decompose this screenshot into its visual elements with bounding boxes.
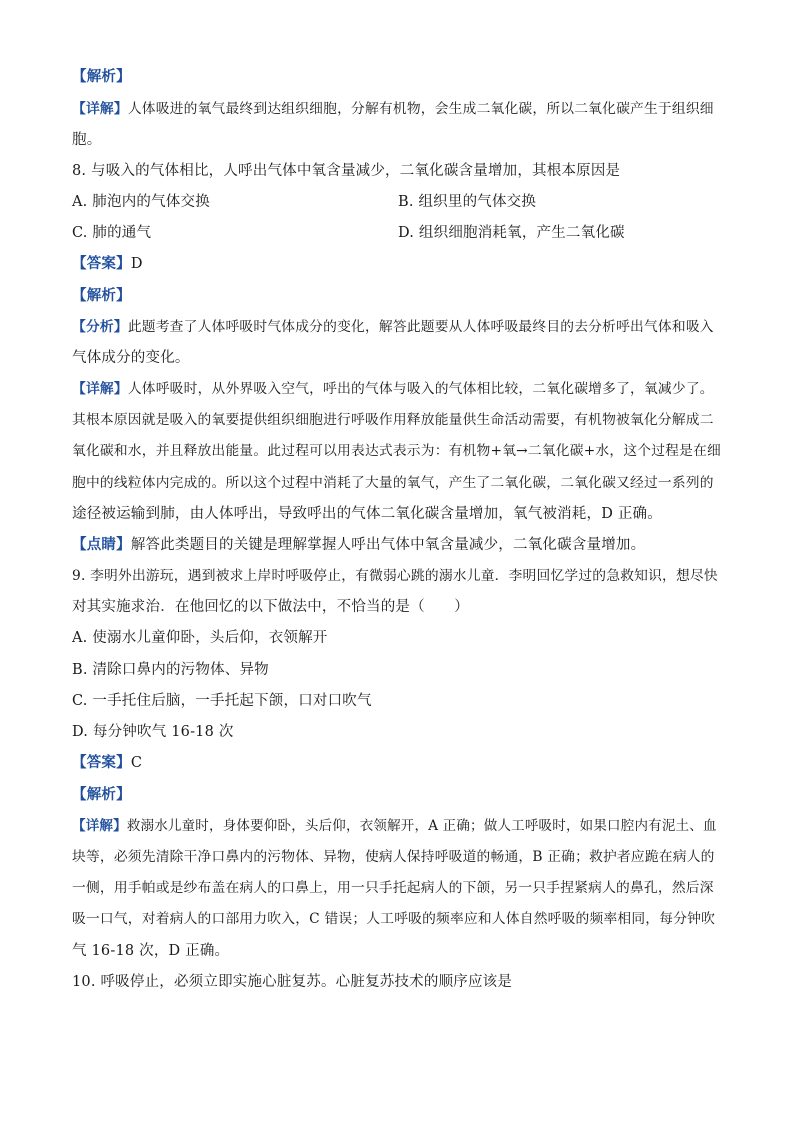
question-8-detail-cont: 胞中的线粒体内完成的。所以这个过程中消耗了大量的氧气，产生了二氧化碳，二氧化碳又经过一系列的 [72,475,714,491]
question-8-option-c: C. 肺的通气 [72,225,152,241]
question-9-option-a: A. 使溺水儿童仰卧，头后仰，衣领解开 [72,630,328,646]
question-8-analysis-label: 【解析】 [72,287,131,304]
question-9: 9. 李明外出游玩，遇到被求上岸时呼吸停止，有微弱心跳的溺水儿童．李明回忆学过的急救知识，想尽快 [72,568,718,584]
question-9-option-d: D. 每分钟吹气 16-18 次 [72,724,234,740]
question-9-detail-cont: 吸一口气，对着病人的口部用力吹入，C 错误；人工呼吸的频率应和人体自然呼吸的频率相同，每分钟吹 [72,911,716,927]
question-9-answer: 【答案】C [72,754,143,771]
question-8: 8. 与吸入的气体相比，人呼出气体中氧含量减少，二氧化碳含量增加，其根本原因是 [72,163,621,179]
question-9-detail-cont: 一侧，用手帕或是纱布盖在病人的口鼻上，用一只手托起病人的下颌，另一只手捏紧病人的鼻孔，然后深 [72,880,714,896]
question-8-option-a: A. 肺泡内的气体交换 [72,194,210,210]
question-8-option-b: B. 组织里的气体交换 [398,194,537,210]
question-8-option-d: D. 组织细胞消耗氧，产生二氧化碳 [398,225,625,241]
question-8-key-point: 【点睛】解答此类题目的关键是理解掌握人呼出气体中氧含量减少，二氧化碳含量增加。 [72,536,646,553]
section-label-analysis: 【解析】 [72,68,131,85]
question-8-detail-cont: 氧化碳和水，并且释放出能量。此过程可以用表达式表示为：有机物+氧→二氧化碳+水，这个过程是在细 [72,443,721,459]
question-8-analysis: 【分析】此题考查了人体呼吸时气体成分的变化，解答此题要从人体呼吸最终目的去分析呼出气体和吸入 [72,319,714,335]
question-8-detail: 【详解】人体呼吸时，从外界吸入空气，呼出的气体与吸入的气体相比较，二氧化碳增多了，氧减少了。 [72,381,714,397]
question-8-analysis-cont: 气体成分的变化。 [72,350,190,366]
question-9-detail-cont: 块等，必须先清除干净口鼻内的污物体、异物，使病人保持呼吸道的畅通，B 正确；救护者应跪在病人的 [72,849,715,865]
question-9-detail: 【详解】救溺水儿童时，身体要仰卧，头后仰，衣领解开，A 正确；做人工呼吸时，如果口腔内有泥土、血 [72,818,717,834]
question-8-detail-cont: 其根本原因就是吸入的氧要提供组织细胞进行呼吸作用释放能量供生命活动需要，有机物被氧化分解成二 [72,412,714,428]
question-9-cont: 对其实施求治．在他回忆的以下做法中，不恰当的是（ ） [72,599,469,615]
question-9-detail-cont: 气 16-18 次，D 正确。 [72,943,230,959]
question-9-option-c: C. 一手托住后脑，一手托起下颌，口对口吹气 [72,693,372,709]
question-8-answer: 【答案】D [72,255,143,272]
question-9-option-b: B. 清除口鼻内的污物体、异物 [72,662,269,678]
detail-paragraph: 【详解】人体吸进的氧气最终到达组织细胞，分解有机物，会生成二氧化碳，所以二氧化碳产生于组织细 [72,101,714,117]
question-9-analysis-label: 【解析】 [72,786,131,803]
question-8-detail-cont: 途径被运输到肺，由人体呼出，导致呼出的气体二氧化碳含量增加，氧气被消耗，D 正确。 [72,506,662,522]
detail-paragraph-cont: 胞。 [72,132,102,148]
question-10: 10. 呼吸停止，必须立即实施心脏复苏。心脏复苏技术的顺序应该是 [72,974,513,990]
